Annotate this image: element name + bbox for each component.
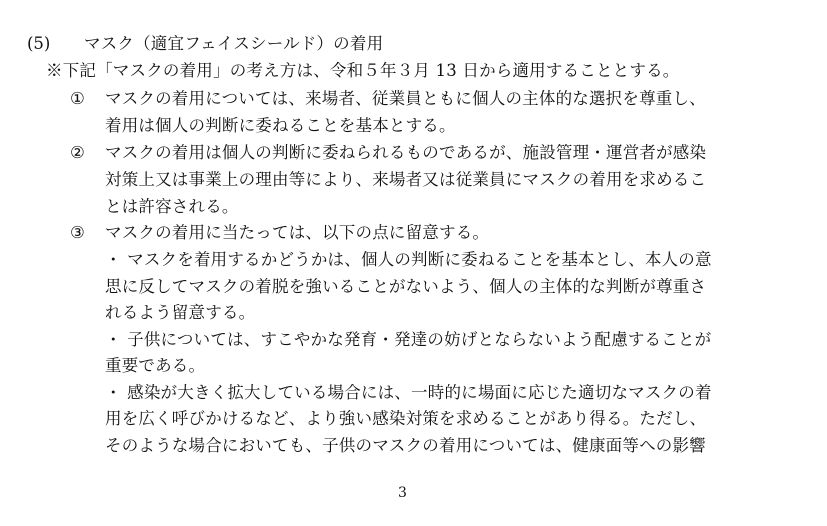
note-text: ※下記「マスクの着用」の考え方は、令和５年３月 13 日から適用することとする。 [46,61,680,80]
bullet-line: ・ 感染が大きく拡大している場合には、一時的に場面に応じた適切なマスクの着 [105,383,712,402]
item-line: マスクの着用は個人の判断に委ねられるものであるが、施設管理・運営者が感染 [105,143,707,162]
item-line: マスクの着用に当たっては、以下の点に留意する。 [105,223,490,242]
bullet-line: れるよう留意する。 [105,303,256,322]
section-title: マスク（適宜フェイスシールド）の着用 [84,34,384,53]
item-line: マスクの着用については、来場者、従業員ともに個人の主体的な選択を尊重し、 [105,89,706,108]
bullet-line: ・ 子供については、すこやかな発育・発達の妨げとならないよう配慮することが [105,330,712,349]
page-number: 3 [398,485,407,501]
bullet-line: 思に反してマスクの着脱を強いることがないよう、個人の主体的な判断が尊重さ [105,277,707,296]
item-line: とは許容される。 [105,197,239,216]
bullet-line: 重要である。 [105,356,206,375]
item-marker: ① [70,89,85,108]
section-number: (5) [27,34,51,53]
item-marker: ② [70,143,85,162]
bullet-line: そのような場合においても、子供のマスクの着用については、健康面等への影響 [105,436,706,455]
bullet-line: 用を広く呼びかけるなど、より強い感染対策を求めることがあり得る。ただし、 [105,409,707,428]
item-line: 対策上又は事業上の理由等により、来場者又は従業員にマスクの着用を求めるこ [105,170,707,189]
item-line: 着用は個人の判断に委ねることを基本とする。 [105,116,456,135]
bullet-line: ・ マスクを着用するかどうかは、個人の判断に委ねることを基本とし、本人の意 [105,250,712,269]
item-marker: ③ [70,223,85,242]
